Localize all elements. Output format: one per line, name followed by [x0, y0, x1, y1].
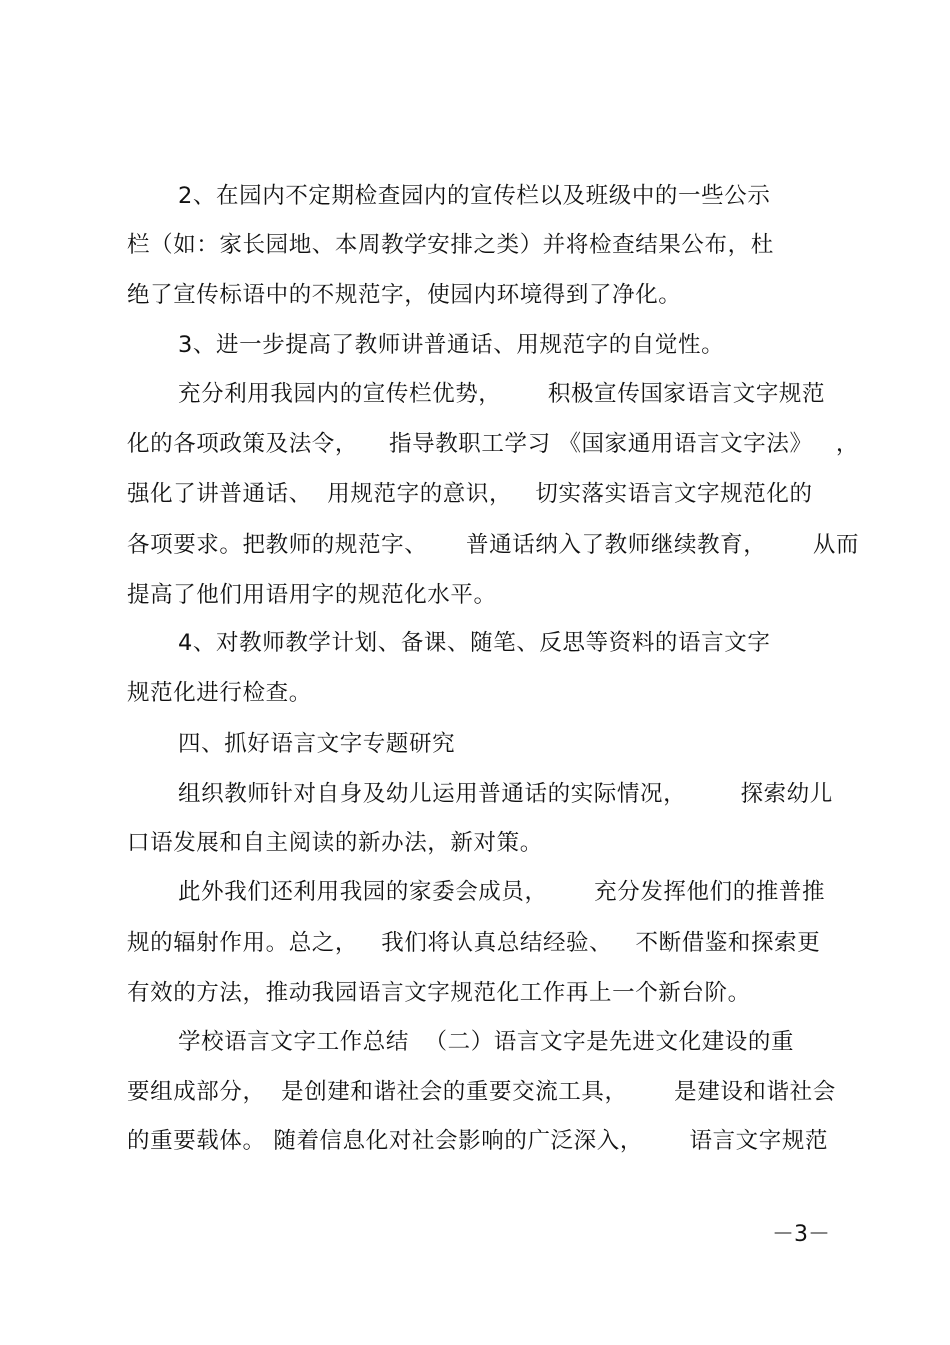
paragraph-line: 2、在园内不定期检查园内的宣传栏以及班级中的一些公示	[178, 183, 771, 209]
paragraph-line: 充分利用我园内的宣传栏优势， 积极宣传国家语言文字规范	[178, 381, 826, 407]
paragraph-line: 各项要求。把教师的规范字、 普通话纳入了教师继续教育， 从而	[127, 532, 860, 558]
paragraph-line: 规范化进行检查。	[127, 680, 312, 706]
section-heading: 四、抓好语言文字专题研究	[178, 731, 456, 757]
paragraph-line: 规的辐射作用。总之， 我们将认真总结经验、 不断借鉴和探索更	[127, 930, 821, 956]
paragraph-line: 绝了宣传标语中的不规范字，使园内环境得到了净化。	[127, 282, 682, 308]
paragraph-line: 提高了他们用语用字的规范化水平。	[127, 582, 497, 608]
paragraph-line: 学校语言文字工作总结 （二）语言文字是先进文化建设的重	[178, 1029, 795, 1055]
paragraph-line: 化的各项政策及法令， 指导教职工学习 《国家通用语言文字法》 ，	[127, 431, 859, 457]
paragraph-line: 口语发展和自主阅读的新办法，新对策。	[127, 830, 543, 856]
paragraph-line: 此外我们还利用我园的家委会成员， 充分发挥他们的推普推	[178, 879, 826, 905]
page-number: －3－	[772, 1222, 830, 1247]
paragraph-line: 组织教师针对自身及幼儿运用普通话的实际情况， 探索幼儿	[178, 781, 833, 807]
paragraph-line: 4、对教师教学计划、备课、随笔、反思等资料的语言文字	[178, 630, 771, 656]
paragraph-line: 3、进一步提高了教师讲普通话、用规范字的自觉性。	[178, 332, 725, 358]
paragraph-line: 栏（如：家长园地、本周教学安排之类）并将检查结果公布，杜	[127, 232, 774, 258]
paragraph-line: 强化了讲普通话、 用规范字的意识， 切实落实语言文字规范化的	[127, 481, 813, 507]
paragraph-line: 要组成部分， 是创建和谐社会的重要交流工具， 是建设和谐社会	[127, 1079, 836, 1105]
paragraph-line: 有效的方法，推动我园语言文字规范化工作再上一个新台阶。	[127, 980, 751, 1006]
paragraph-line: 的重要载体。 随着信息化对社会影响的广泛深入， 语言文字规范	[127, 1128, 829, 1154]
